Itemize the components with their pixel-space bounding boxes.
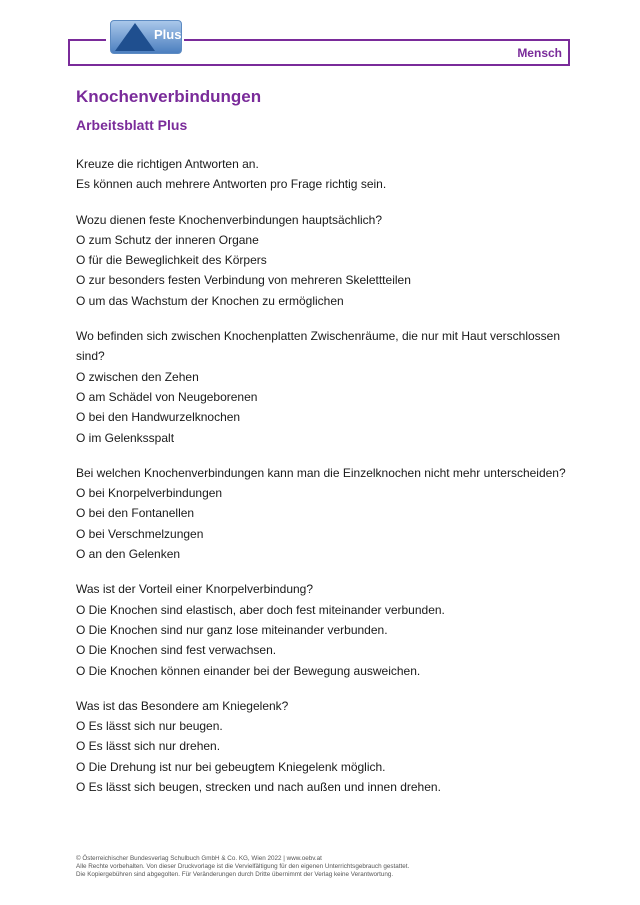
question-block: [76, 579, 576, 680]
answer-option[interactable]: O um das Wachstum der Knochen zu ermöglichen: [76, 293, 344, 308]
answer-option[interactable]: O zwischen den Zehen: [76, 369, 199, 384]
answer-option[interactable]: O zum Schutz der inneren Organe: [76, 232, 259, 247]
answer-option[interactable]: O Die Knochen sind nur ganz lose miteinander verbunden.: [76, 622, 388, 637]
answer-option[interactable]: O Die Knochen können einander bei der Bewegung ausweichen.: [76, 663, 421, 678]
instruction-line: Kreuze die richtigen Antworten an.: [76, 157, 259, 171]
section-label: Mensch: [517, 46, 562, 60]
answer-option[interactable]: O an den Gelenken: [76, 547, 181, 562]
footer: [76, 855, 409, 879]
answer-option[interactable]: O Die Knochen sind fest verwachsen.: [76, 643, 277, 658]
answer-option[interactable]: O zur besonders festen Verbindung von mehreren Skelettteilen: [76, 273, 411, 288]
question-text: Wozu dienen feste Knochenverbindungen hauptsächlich?: [76, 212, 382, 227]
answer-option[interactable]: O Es lässt sich nur beugen.: [76, 719, 223, 734]
answer-option[interactable]: O bei Verschmelzungen: [76, 526, 204, 541]
question-block: [76, 463, 576, 564]
question-text: Was ist der Vorteil einer Knorpelverbindung?: [76, 582, 314, 597]
question-text: Bei welchen Knochenverbindungen kann man die Einzelknochen nicht mehr unterscheiden?: [76, 465, 566, 480]
instructions: [76, 154, 576, 195]
answer-option[interactable]: O bei den Fontanellen: [76, 506, 195, 521]
logo-text: Plus: [154, 27, 182, 42]
answer-option[interactable]: O Es lässt sich nur drehen.: [76, 739, 221, 754]
page-title: Knochenverbindungen: [76, 87, 262, 106]
worksheet-content: [76, 154, 576, 812]
logo-badge: [110, 20, 182, 54]
footer-line: © Österreichischer Bundesverlag Schulbuch GmbH & Co. KG, Wien 2022 | www.oebv.at: [76, 855, 322, 862]
footer-line: Die Kopiergebühren sind abgegolten. Für Veränderungen durch Dritte übernimmt der Verlag keine Verantwortung.: [76, 871, 394, 878]
question-block: [76, 326, 576, 448]
triangle-icon: [115, 23, 155, 51]
instruction-line: Es können auch mehrere Antworten pro Frage richtig sein.: [76, 177, 387, 192]
footer-line: Alle Rechte vorbehalten. Von dieser Druckvorlage ist die Vervielfältigung für den eigenen Unterrichtsgebrauch gestattet.: [76, 863, 410, 870]
answer-option[interactable]: O Die Knochen sind elastisch, aber doch fest miteinander verbunden.: [76, 602, 445, 617]
question-block: [76, 696, 576, 797]
answer-option[interactable]: O Die Drehung ist nur bei gebeugtem Kniegelenk möglich.: [76, 759, 386, 774]
answer-option[interactable]: O bei den Handwurzelknochen: [76, 410, 241, 425]
logo: [106, 18, 184, 54]
answer-option[interactable]: O im Gelenksspalt: [76, 430, 175, 445]
answer-option[interactable]: O für die Beweglichkeit des Körpers: [76, 253, 267, 268]
answer-option[interactable]: O Es lässt sich beugen, strecken und nach außen und innen drehen.: [76, 780, 441, 795]
answer-option[interactable]: O am Schädel von Neugeborenen: [76, 389, 258, 404]
question-text: Was ist das Besondere am Kniegelenk?: [76, 698, 289, 713]
answer-option[interactable]: O bei Knorpelverbindungen: [76, 486, 223, 501]
page-subtitle: Arbeitsblatt Plus: [76, 117, 188, 133]
question-block: [76, 210, 576, 311]
question-text: Wo befinden sich zwischen Knochenplatten Zwischenräume, die nur mit Haut verschlossen sind?: [76, 329, 561, 364]
